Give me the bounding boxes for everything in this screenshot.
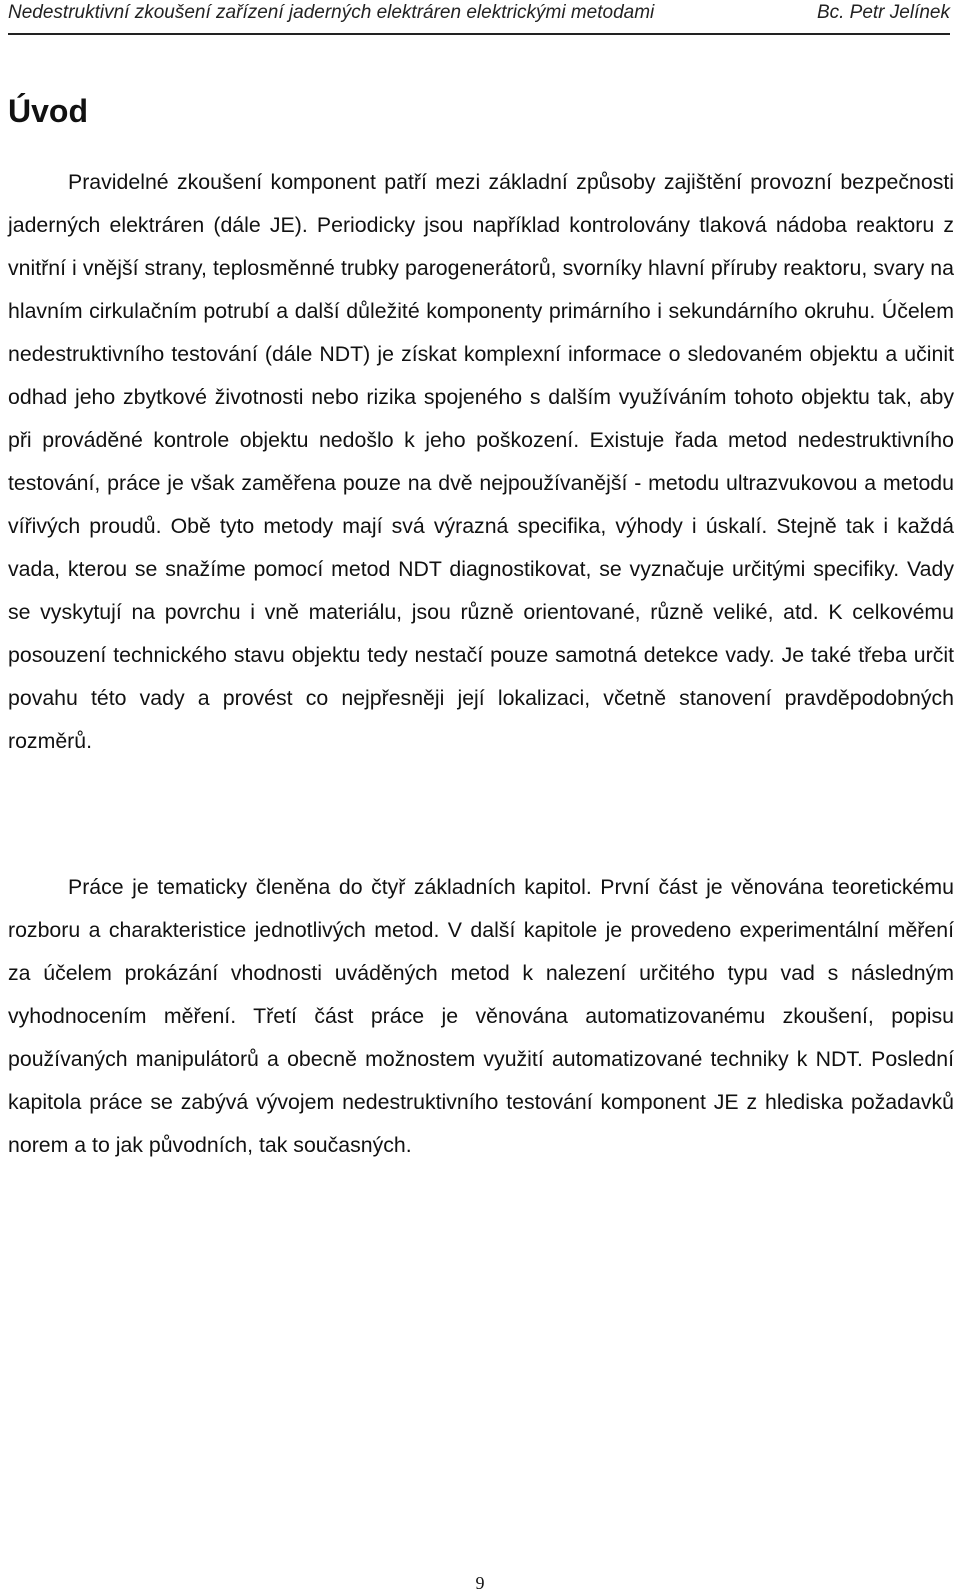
header-document-title: Nedestruktivní zkoušení zařízení jaderných elektráren elektrickými metodami: [8, 2, 655, 23]
body-paragraph-2: Práce je tematicky členěna do čtyř základních kapitol. První část je věnována teoretickému rozboru a charakteristice jednotlivých metod. V další kapitole je provedeno experimentální měření za účelem prokázání vhodnosti uváděných metod k nalezení určitého typu vad s následným vyhodnocením měření. Třetí část práce je věnována automatizovanému zkoušení, popisu používaných manipulátorů a obecně možnostem využití automatizované techniky k NDT. Poslední kapitola práce se zabývá vývojem nedestruktivního testování komponent JE z hlediska požadavků norem a to jak původních, tak současných.: [8, 875, 954, 1157]
section-title: Úvod: [8, 93, 88, 129]
page-number: 9: [475, 1573, 485, 1593]
header-author-name: Bc. Petr Jelínek: [816, 2, 950, 23]
running-header: [8, 0, 950, 35]
body-paragraph-1: Pravidelné zkoušení komponent patří mezi základní způsoby zajištění provozní bezpečnosti jaderných elektráren (dále JE). Periodicky jsou například kontrolovány tlaková nádoba reaktoru z vnitřní i vnější strany, teplosměnné trubky parogenerátorů, svorníky hlavní příruby reaktoru, svary na hlavním cirkulačním potrubí a další důležité komponenty primárního i sekundárního okruhu. Účelem nedestruktivního testování (dále NDT) je získat komplexní informace o sledovaném objektu a učinit odhad jeho zbytkové životnosti nebo rizika spojeného s dalším využíváním tohoto objektu tak, aby při prováděné kontrole objektu nedošlo k jeho poškození. Existuje řada metod nedestruktivního testování, práce je však zaměřena pouze na dvě nejpoužívanější - metodu ultrazvukovou a metodu vířivých proudů. Obě tyto metody mají svá výrazná specifika, výhody i úskalí. Stejně tak i každá vada, kterou se snažíme pomocí metod NDT diagnostikovat, se vyznačuje určitými specifiky. Vady se vyskytují na povrchu i vně materiálu, jsou různě orientované, různě veliké, atd. K celkovému posouzení technického stavu objektu tedy nestačí pouze samotná detekce vady. Je také třeba určit povahu této vady a provést co nejpřesněji její lokalizaci, včetně stanovení pravděpodobných rozměrů.: [8, 170, 954, 753]
